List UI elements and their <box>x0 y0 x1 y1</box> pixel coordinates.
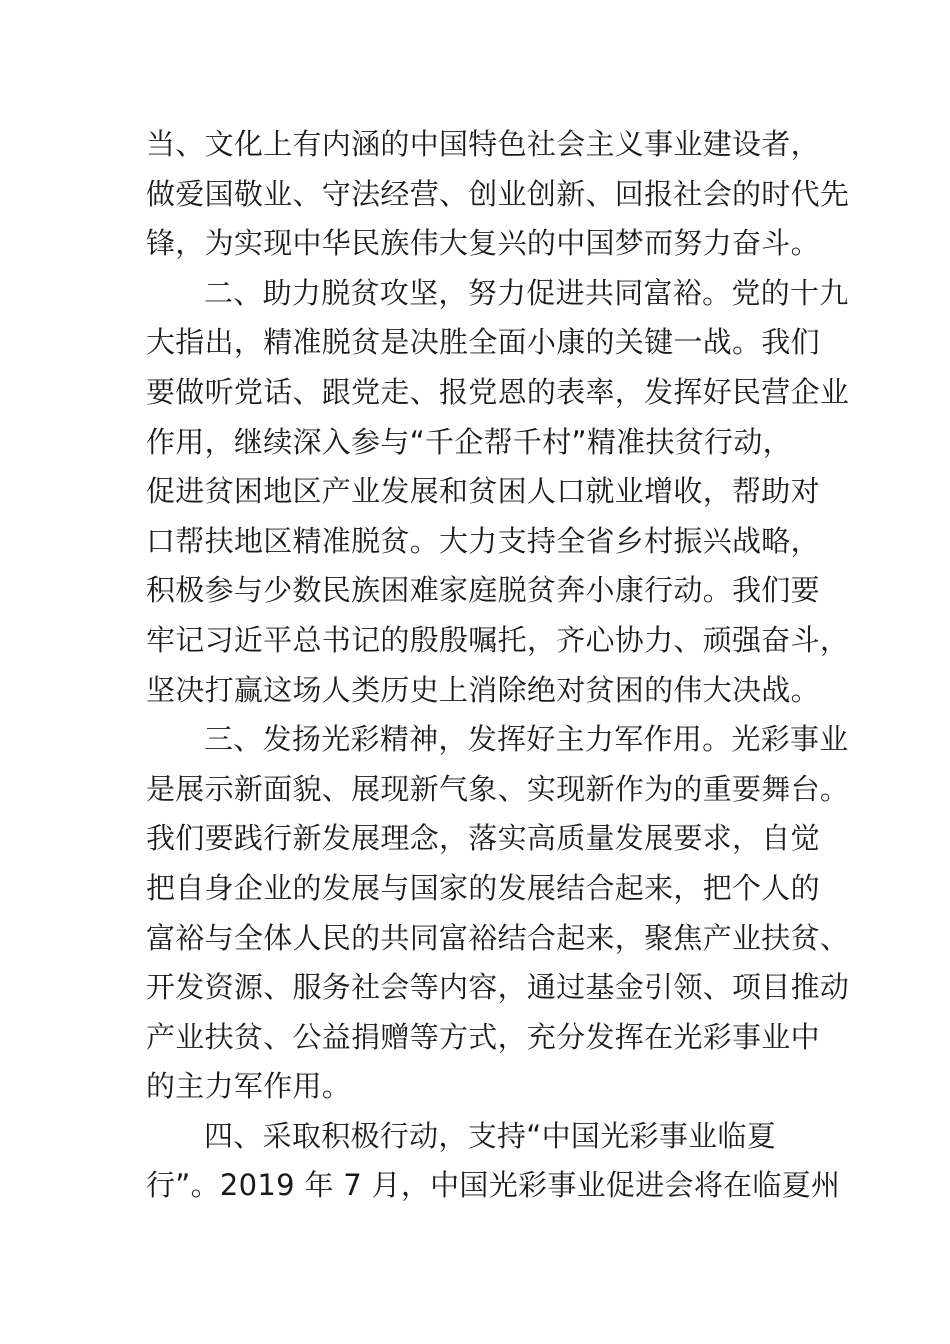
body-text <box>146 120 850 1211</box>
paragraph-start-line: 三、发扬光彩精神，发挥好主力军作用。光彩事业 <box>204 722 849 757</box>
text-line: 要做听党话、跟党走、报党恩的表率，发挥好民营企业 <box>146 374 850 409</box>
text-line: 牢记习近平总书记的殷殷嘱托，齐心协力、顽强奋斗， <box>146 622 850 657</box>
text-line: 的主力军作用。 <box>146 1069 352 1104</box>
text-line: 促进贫困地区产业发展和贫困人口就业增收，帮助对 <box>146 474 820 509</box>
text-line: 坚决打赢这场人类历史上消除绝对贫困的伟大决战。 <box>146 672 820 707</box>
text-line: 做爱国敬业、守法经营、创业创新、回报社会的时代先 <box>146 176 850 211</box>
text-line: 开发资源、服务社会等内容，通过基金引领、项目推动 <box>146 970 850 1005</box>
text-line: 把自身企业的发展与国家的发展结合起来，把个人的 <box>146 870 820 905</box>
text-line: 我们要践行新发展理念，落实高质量发展要求，自觉 <box>146 821 820 856</box>
paragraph-start-line: 二、助力脱贫攻坚，努力促进共同富裕。党的十九 <box>204 275 849 310</box>
paragraph-start-line: 四、采取积极行动，支持“中国光彩事业临夏 <box>204 1118 777 1153</box>
text-line: 行”。2019 年 7 月，中国光彩事业促进会将在临夏州 <box>146 1168 841 1203</box>
text-line: 是展示新面貌、展现新气象、实现新作为的重要舞台。 <box>146 771 850 806</box>
text-line: 口帮扶地区精准脱贫。大力支持全省乡村振兴战略， <box>146 523 820 558</box>
text-line: 富裕与全体人民的共同富裕结合起来，聚焦产业扶贫、 <box>146 920 850 955</box>
text-line: 当、文化上有内涵的中国特色社会主义事业建设者， <box>146 127 820 161</box>
text-line: 作用，继续深入参与“千企帮千村”精准扶贫行动， <box>146 424 792 459</box>
text-line: 产业扶贫、公益捐赠等方式，充分发挥在光彩事业中 <box>146 1019 820 1054</box>
text-line: 积极参与少数民族困难家庭脱贫奔小康行动。我们要 <box>146 573 820 608</box>
text-line: 锋，为实现中华民族伟大复兴的中国梦而努力奋斗。 <box>146 226 820 261</box>
text-line: 大指出，精准脱贫是决胜全面小康的关键一战。我们 <box>146 325 820 360</box>
